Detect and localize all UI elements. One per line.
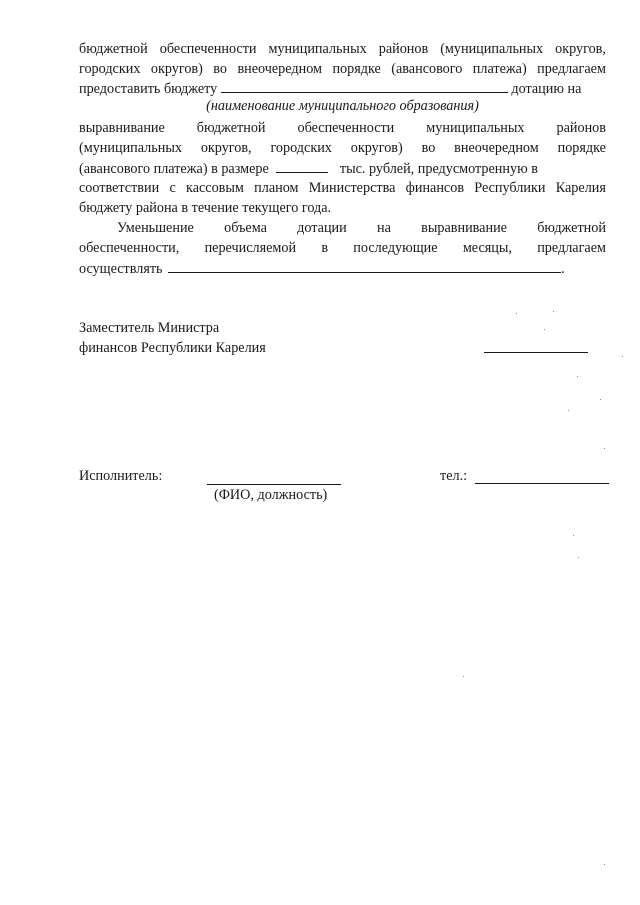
signatory-title-line1: Заместитель Министра	[79, 320, 220, 336]
word: округов)	[350, 140, 403, 156]
amount-label: (авансового платежа) в размере	[79, 161, 269, 177]
word: обеспеченности,	[79, 240, 180, 256]
municipality-caption: (наименование муниципального образования)	[206, 98, 479, 114]
word: выравнивание	[421, 220, 507, 236]
word: городских	[270, 140, 332, 156]
word: порядке	[557, 140, 606, 156]
word: обеспеченности	[297, 120, 395, 136]
word: районов	[378, 41, 429, 57]
word: районов	[556, 120, 606, 136]
word: муниципальных	[268, 41, 367, 57]
paragraph1-line4	[79, 118, 606, 138]
scan-speck	[553, 311, 554, 312]
word: городских	[79, 61, 141, 77]
word: предлагаем	[537, 240, 606, 256]
paragraph2-line2	[79, 238, 606, 258]
signature-line	[484, 352, 588, 353]
scan-speck	[573, 535, 574, 536]
paragraph1-line8: бюджету района в течение текущего года.	[79, 200, 332, 216]
paragraph1-line5	[79, 138, 606, 158]
word: планом	[254, 180, 299, 196]
paragraph1-line2	[79, 59, 606, 79]
paragraph1-line6	[79, 158, 606, 178]
word: платежа)	[472, 61, 527, 77]
word: предлагаем	[537, 61, 606, 77]
word: округов,	[555, 41, 606, 57]
phone-line	[475, 483, 609, 484]
word: Республики	[474, 180, 546, 196]
municipality-blank	[221, 78, 508, 93]
scan-speck	[577, 376, 578, 377]
phone-label: тел.:	[440, 468, 468, 484]
paragraph2-line3	[79, 258, 606, 278]
word: внеочередном	[237, 61, 323, 77]
executor-label: Исполнитель:	[79, 468, 163, 484]
word: на	[377, 220, 391, 236]
scan-speck	[600, 399, 601, 400]
word: муниципальных	[426, 120, 525, 136]
word: перечисляемой	[204, 240, 297, 256]
word: объема	[224, 220, 267, 236]
implement-label: осуществлять	[79, 261, 163, 277]
scan-speck	[516, 313, 517, 314]
budget-label: предоставить бюджету	[79, 81, 218, 97]
word: (муниципальных	[79, 140, 182, 156]
word: Уменьшение	[117, 220, 194, 236]
word: (муниципальных	[440, 41, 544, 57]
word: Карелия	[555, 180, 606, 196]
scan-speck	[622, 356, 623, 357]
word: кассовым	[186, 180, 244, 196]
implement-blank	[168, 258, 561, 273]
word: с	[169, 180, 176, 196]
scan-speck	[568, 410, 569, 411]
scan-speck	[604, 864, 605, 865]
paragraph1-line1	[79, 39, 606, 59]
word: последующие	[353, 240, 438, 256]
amount-blank	[276, 158, 328, 173]
word: бюджетной	[79, 41, 148, 57]
word: финансов	[405, 180, 465, 196]
word: (авансового	[391, 61, 463, 77]
scan-speck	[544, 329, 545, 330]
period: .	[561, 261, 565, 277]
amount-suffix: тыс. рублей, предусмотренную в	[339, 161, 538, 177]
word: соответствии	[79, 180, 160, 196]
word: выравнивание	[79, 120, 165, 136]
word: бюджетной	[537, 220, 606, 236]
word: порядке	[332, 61, 381, 77]
scan-speck	[604, 448, 605, 449]
paragraph1-line3	[79, 78, 606, 98]
word: округов,	[200, 140, 252, 156]
scan-speck	[578, 557, 579, 558]
paragraph2-line1	[117, 218, 606, 238]
word: обеспеченности	[159, 41, 257, 57]
signatory-title-line2: финансов Республики Карелия	[79, 340, 266, 356]
word: дотации	[297, 220, 347, 236]
word: Министерства	[308, 180, 396, 196]
executor-caption: (ФИО, должность)	[214, 487, 328, 503]
word: во	[421, 140, 436, 156]
scan-speck	[463, 676, 464, 677]
word: внеочередном	[454, 140, 539, 156]
word: месяцы,	[462, 240, 512, 256]
word: округов)	[150, 61, 203, 77]
grant-label: дотацию на	[511, 81, 582, 97]
word: в	[321, 240, 329, 256]
word: бюджетной	[196, 120, 266, 136]
paragraph1-line7	[79, 178, 606, 198]
word: во	[213, 61, 227, 77]
